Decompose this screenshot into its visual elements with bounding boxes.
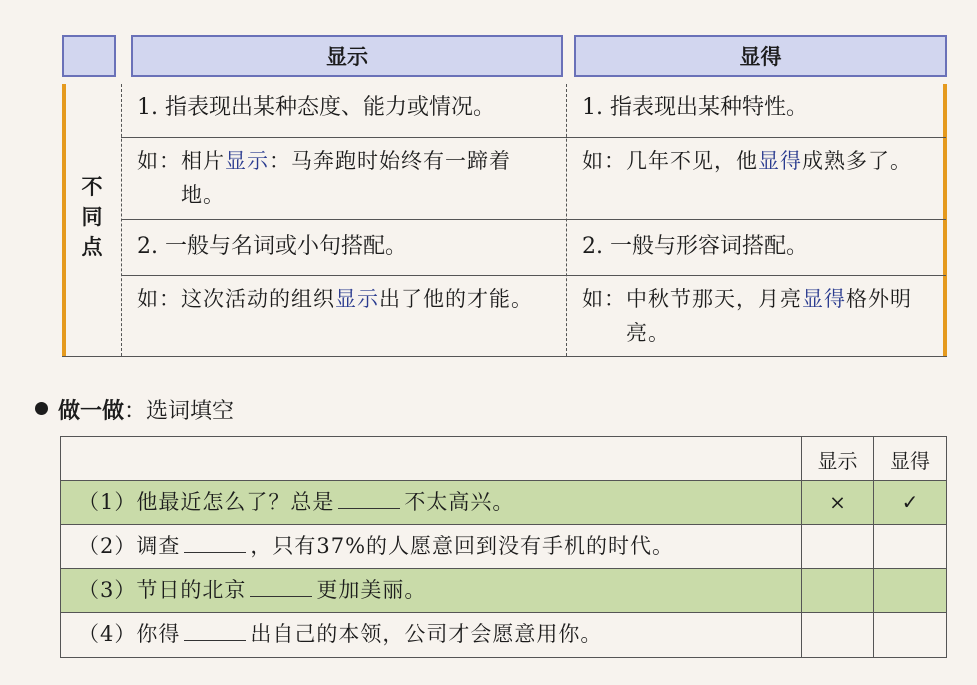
keyword-xiande: 显得 [758,149,802,173]
answer-cell[interactable] [874,622,946,652]
example-xianshi-2 [137,282,552,316]
fill-in-blank[interactable] [184,622,246,641]
collocation-xiande: 2. 一般与形容词搭配。 [582,234,808,259]
check-mark[interactable]: ✓ [901,490,919,514]
keyword-xianshi: 显示 [225,149,269,173]
item-text: （1）他最近怎么了？总是 [78,490,335,514]
row-divider [121,275,946,276]
exercise-table [60,436,947,658]
example-xiande-2 [582,282,922,350]
answer-cell[interactable] [874,578,946,608]
example-prefix: 如： [137,149,181,173]
answer-cell[interactable] [802,534,873,564]
fill-in-blank[interactable] [338,490,400,509]
keyword-xiande: 显得 [802,287,846,311]
row-divider [61,480,946,481]
corner-header-cell [62,35,116,77]
example-text: 几年不见，他 [626,149,758,173]
cross-mark[interactable]: × [829,490,846,514]
exercise-title: 做一做 [58,399,125,424]
example-text: 相片 [181,149,225,173]
row-divider [61,612,946,613]
item-text: （3）节日的北京 [78,578,247,602]
column-header-xianshi: 显示 [817,449,858,473]
bullet-icon [35,402,48,415]
divider-center [566,84,567,356]
item-text: 不太高兴。 [404,490,515,514]
example-text: ：马奔跑时始终有一蹄着地。 [181,149,511,207]
item-text: 更加美丽。 [316,578,427,602]
example-xiande-1 [582,144,922,178]
exercise-item-4 [78,619,602,649]
item-text: ，只有37%的人愿意回到没有手机的时代。 [250,534,675,558]
left-accent-bar [62,84,66,356]
right-accent-bar [943,84,947,356]
exercise-item-2 [78,531,674,561]
example-prefix: 如： [137,287,181,311]
exercise-item-3 [78,575,426,605]
answer-cell[interactable] [802,622,873,652]
item-text: 出自己的本领，公司才会愿意用你。 [250,622,603,646]
item-text: （4）你得 [78,622,181,646]
header-xiande: 显得 [574,35,947,77]
answer-cell[interactable] [802,578,873,608]
example-text: 格外明亮。 [626,287,912,345]
example-text: 成熟多了。 [802,149,912,173]
example-xianshi-1 [137,144,552,212]
row-divider [61,524,946,525]
definition-xiande: 1. 指表现出某种特性。 [582,95,808,120]
example-prefix: 如： [582,287,626,311]
fill-in-blank[interactable] [184,534,246,553]
exercise-subtitle: ：选词填空 [124,399,235,424]
example-prefix: 如： [582,149,626,173]
item-text: （2）调查 [78,534,181,558]
fill-in-blank[interactable] [250,578,312,597]
example-text: 中秋节那天，月亮 [626,287,802,311]
row-divider [61,568,946,569]
divider-side [121,84,122,356]
answer-cell[interactable] [874,534,946,564]
row-divider [121,219,946,220]
table-bottom-border [62,356,947,357]
definition-xianshi: 1. 指表现出某种态度、能力或情况。 [137,95,495,120]
keyword-xianshi: 显示 [335,287,379,311]
exercise-heading [58,394,234,425]
side-label-differences: 不同点 [81,175,103,259]
example-text: 出了他的才能。 [379,287,533,311]
collocation-xianshi: 2. 一般与名词或小句搭配。 [137,234,407,259]
header-xianshi: 显示 [131,35,563,77]
column-header-xiande: 显得 [890,449,930,473]
exercise-item-1 [78,487,514,517]
row-divider [121,137,946,138]
example-text: 这次活动的组织 [181,287,335,311]
